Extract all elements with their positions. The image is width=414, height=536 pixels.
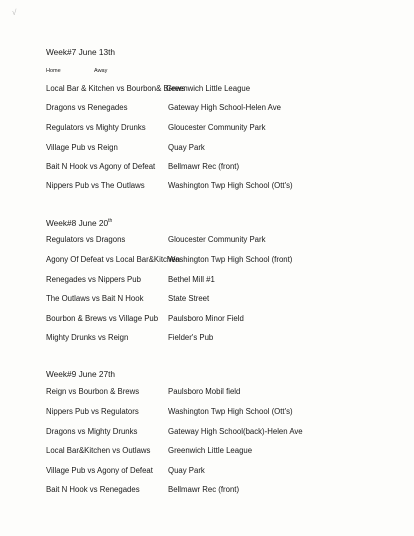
week-9-game-5-matchup: Village Pub vs Agony of Defeat xyxy=(46,466,153,475)
corner-mark: √ xyxy=(12,8,17,17)
week-9-game-3-matchup: Dragons vs Mighty Drunks xyxy=(46,427,138,436)
week-7-game-3-matchup: Regulators vs Mighty Drunks xyxy=(46,123,146,132)
week-7-game-1-location: Greenwich Little League xyxy=(166,84,251,93)
week-9-game-1-matchup: Reign vs Bourbon & Brews xyxy=(46,387,140,396)
week-8-title xyxy=(46,218,112,228)
week-7-game-2-matchup: Dragons vs Renegades xyxy=(46,103,128,112)
week-8-game-4-location: State Street xyxy=(168,294,210,303)
week-8-game-4-matchup: The Outlaws vs Bait N Hook xyxy=(46,294,144,303)
week-9-game-3-location: Gateway High School(back)-Helen Ave xyxy=(168,427,303,436)
week-7-game-3-location: Gloucester Community Park xyxy=(168,123,266,132)
week-9-title: Week#9 June 27th xyxy=(46,369,116,379)
week-8-game-1-location: Gloucester Community Park xyxy=(168,235,266,244)
week-7-game-4-location: Quay Park xyxy=(168,143,205,152)
away-header: Away xyxy=(94,68,108,74)
week-7-game-2-location: Gateway High School-Helen Ave xyxy=(168,103,281,112)
week-7-game-4-matchup: Village Pub vs Reign xyxy=(46,143,118,152)
week-9-game-5-location: Quay Park xyxy=(168,466,205,475)
week-8-game-1-matchup: Regulators vs Dragons xyxy=(46,235,126,244)
home-header: Home xyxy=(46,68,61,74)
week-8-title-suffix: th xyxy=(108,218,113,225)
week-9-game-4-location: Greenwich Little League xyxy=(168,446,253,455)
week-8-game-2-location: Washington Twp High School (front) xyxy=(168,255,293,264)
week-9-game-6-location: Bellmawr Rec (front) xyxy=(168,485,240,494)
week-9-game-2-matchup: Nippers Pub vs Regulators xyxy=(46,407,139,416)
week-8-game-5-matchup: Bourbon & Brews vs Village Pub xyxy=(46,314,159,323)
week-9-game-4-matchup: Local Bar&Kitchen vs Outlaws xyxy=(46,446,151,455)
week-9-game-1-location: Paulsboro Mobil field xyxy=(168,387,241,396)
week-7-game-6-matchup: Nippers Pub vs The Outlaws xyxy=(46,181,145,190)
week-7-game-5-location: Bellmawr Rec (front) xyxy=(168,162,240,171)
week-8-game-3-location: Bethel Mill #1 xyxy=(168,275,215,284)
week-8-game-6-location: Fielder's Pub xyxy=(168,333,214,342)
week-7-game-5-matchup: Bait N Hook vs Agony of Defeat xyxy=(46,162,156,171)
week-9-game-2-location: Washington Twp High School (Ott's) xyxy=(168,407,293,416)
week-8-game-2-matchup: Agony Of Defeat vs Local Bar&Kitchen xyxy=(46,255,180,264)
week-7-game-6-location: Washington Twp High School (Ott's) xyxy=(168,181,293,190)
week-7-title: Week#7 June 13th xyxy=(46,47,116,57)
week-8-game-6-matchup: Mighty Drunks vs Reign xyxy=(46,333,129,342)
week-7-game-1-matchup: Local Bar & Kitchen vs Bourbon& Brews xyxy=(46,84,186,93)
week-8-game-3-matchup: Renegades vs Nippers Pub xyxy=(46,275,141,284)
week-8-game-5-location: Paulsboro Minor Field xyxy=(168,314,244,323)
week-9-game-6-matchup: Bait N Hook vs Renegades xyxy=(46,485,140,494)
week-8-title-text: Week#8 June 20 xyxy=(46,218,109,228)
